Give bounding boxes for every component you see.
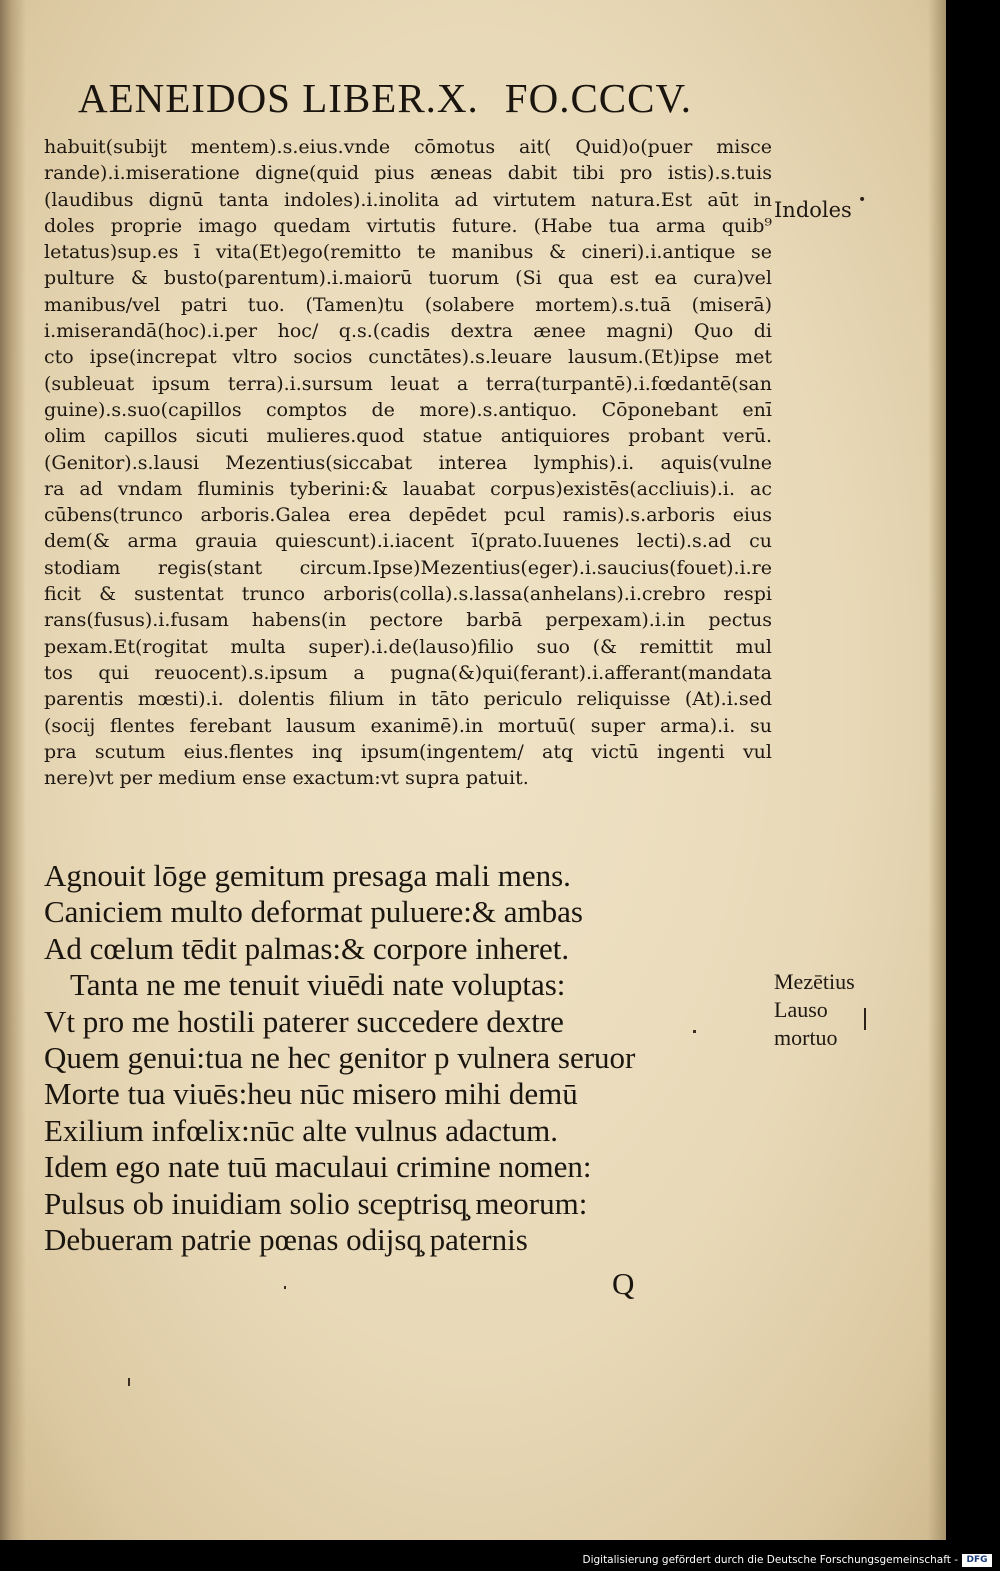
running-head-title: AENEIDOS LIBER.X.: [78, 75, 479, 121]
verse-line: Vt pro me hostili paterer succedere dextre: [44, 1003, 564, 1039]
running-head: [78, 74, 692, 122]
verse-line: Ad cœlum tēdit palmas:& corpore inheret.: [44, 930, 570, 966]
commentary-block: [44, 134, 772, 791]
verse-line: Idem ego nate tuū maculaui crimine nomen:: [44, 1149, 592, 1185]
verse-line: Agnouit lōge gemitum presaga mali mens.: [44, 858, 571, 893]
commentary-line: parentis mœsti).i. dolentis filium in tāto periculo reliquisse (At).i.sed: [44, 688, 772, 711]
commentary-line: dem(& arma grauia quiescunt).i.iacent ī(prato.Iuuenes lecti).s.ad cu: [44, 530, 772, 553]
marginal-note: [774, 968, 855, 1052]
marginal-bracket: [864, 1008, 866, 1030]
commentary-line: nere)vt per medium ense exactum:vt supra patuit.: [44, 767, 529, 790]
gloss-mark: •: [858, 192, 867, 208]
verse-line: Quem genui:tua ne hec genitor p vulnera seruor: [44, 1039, 636, 1075]
commentary-line: ra ad vndam fluminis tyberini:& lauabat corpus)existēs(accliuis).i. ac: [44, 477, 772, 500]
commentary-line: letatus)sup.es ī vita(Et)ego(remitto te manibus & cineri).i.antique se: [44, 241, 772, 264]
verse-line: Caniciem multo deformat puluere:& ambas: [44, 894, 583, 930]
ink-speck: [284, 1286, 286, 1289]
commentary-line: rans(fusus).i.fusam habens(in pectore barbā perpexam).i.in pectus: [44, 609, 772, 632]
folio-number: FO.CCCV.: [504, 75, 693, 121]
commentary-line: pulture & busto(parentum).i.maiorū tuorum (Si qua est ea cura)vel: [44, 267, 772, 290]
commentary-line: habuit(subijt mentem).s.eius.vnde cōmotus ait( Quid)o(puer misce: [44, 136, 772, 158]
commentary-line: guine).s.suo(capillos comptos de more).s.antiquo. Cōponebant enī: [44, 398, 772, 421]
commentary-line: (subleuat ipsum terra).i.sursum leuat a terra(turpantē).i.fœdantē(san: [44, 372, 772, 395]
verse-line: Exilium infœlix:nūc alte vulnus adactum.: [44, 1112, 558, 1148]
commentary-line: i.miserandā(hoc).i.per hoc/ q.s.(cadis dextra ænee magni) Quo di: [44, 320, 772, 343]
commentary-line: manibus/vel patri tuo. (Tamen)tu (solabere mortem).s.tuā (miserā): [44, 293, 772, 316]
commentary-line: (laudibus dignū tanta indoles).i.inolita ad virtutem natura.Est aūt in: [44, 188, 772, 211]
ink-speck: [693, 1030, 696, 1033]
verse-line: Debueram patrie pœnas odijsq̧ paternis: [44, 1221, 528, 1257]
commentary-line: pra scutum eius.flentes inq̧ ipsum(ingentem/ atq̧ victū ingenti vul: [44, 740, 772, 763]
commentary-line: stodiam regis(stant circum.Ipse)Mezentius(eger).i.saucius(fouet).i.re: [44, 556, 772, 579]
catchword: Q: [612, 1266, 635, 1301]
commentary-line: doles proprie imago quedam virtutis future. (Habe tua arma quib⁹: [44, 214, 772, 237]
marginal-note-line: Mezētius: [774, 969, 855, 994]
footer-bar: [0, 1551, 1000, 1571]
commentary-line: pexam.Et(rogitat multa super).i.de(lauso)filio suo (& remittit mul: [44, 635, 772, 658]
dfg-logo: DFG: [962, 1554, 992, 1567]
commentary-line: (socij flentes ferebant lausum exanimē).in mortuū( super arma).i. su: [44, 714, 772, 737]
commentary-line: tos qui reuocent).s.ipsum a pugna(&)qui(ferant).i.afferant(mandata: [44, 661, 772, 684]
marginal-note-line: Lauso: [774, 997, 828, 1022]
verse-line: Pulsus ob inuidiam solio sceptrisq̧ meorum:: [44, 1185, 588, 1221]
verse-line: Tanta ne me tenuit viuēdi nate voluptas:: [70, 967, 566, 1003]
marginal-note-line: mortuo: [774, 1025, 838, 1050]
commentary-line: rande).i.miseratione digne(quid pius æneas dabit tibi pro istis).s.tuis: [44, 162, 772, 185]
verse-line: Morte tua viuēs:heu nūc misero mihi demū: [44, 1076, 578, 1112]
commentary-line: cto ipse(increpat vltro socios cunctātes).s.leuare lausum.(Et)ipse met: [44, 346, 772, 369]
ink-speck: [128, 1378, 130, 1386]
footer-credit: Digitalisierung gefördert durch die Deutsche Forschungsgemeinschaft -: [582, 1554, 958, 1566]
commentary-line: cūbens(trunco arboris.Galea erea depēdet pcul ramis).s.arboris eius: [44, 504, 772, 527]
verse-block: [44, 858, 764, 1258]
page-edge-shadow: [928, 0, 946, 1540]
commentary-line: olim capillos sicuti mulieres.quod statue antiquiores probant verū.: [44, 425, 772, 448]
commentary-line: (Genitor).s.lausi Mezentius(siccabat interea lymphis).i. aquis(vulne: [44, 451, 772, 474]
marginal-gloss-indoles: Indoles: [774, 198, 852, 222]
commentary-line: ficit & sustentat trunco arboris(colla).s.lassa(anhelans).i.crebro respi: [44, 583, 772, 606]
page-gutter-shadow: [0, 0, 26, 1540]
